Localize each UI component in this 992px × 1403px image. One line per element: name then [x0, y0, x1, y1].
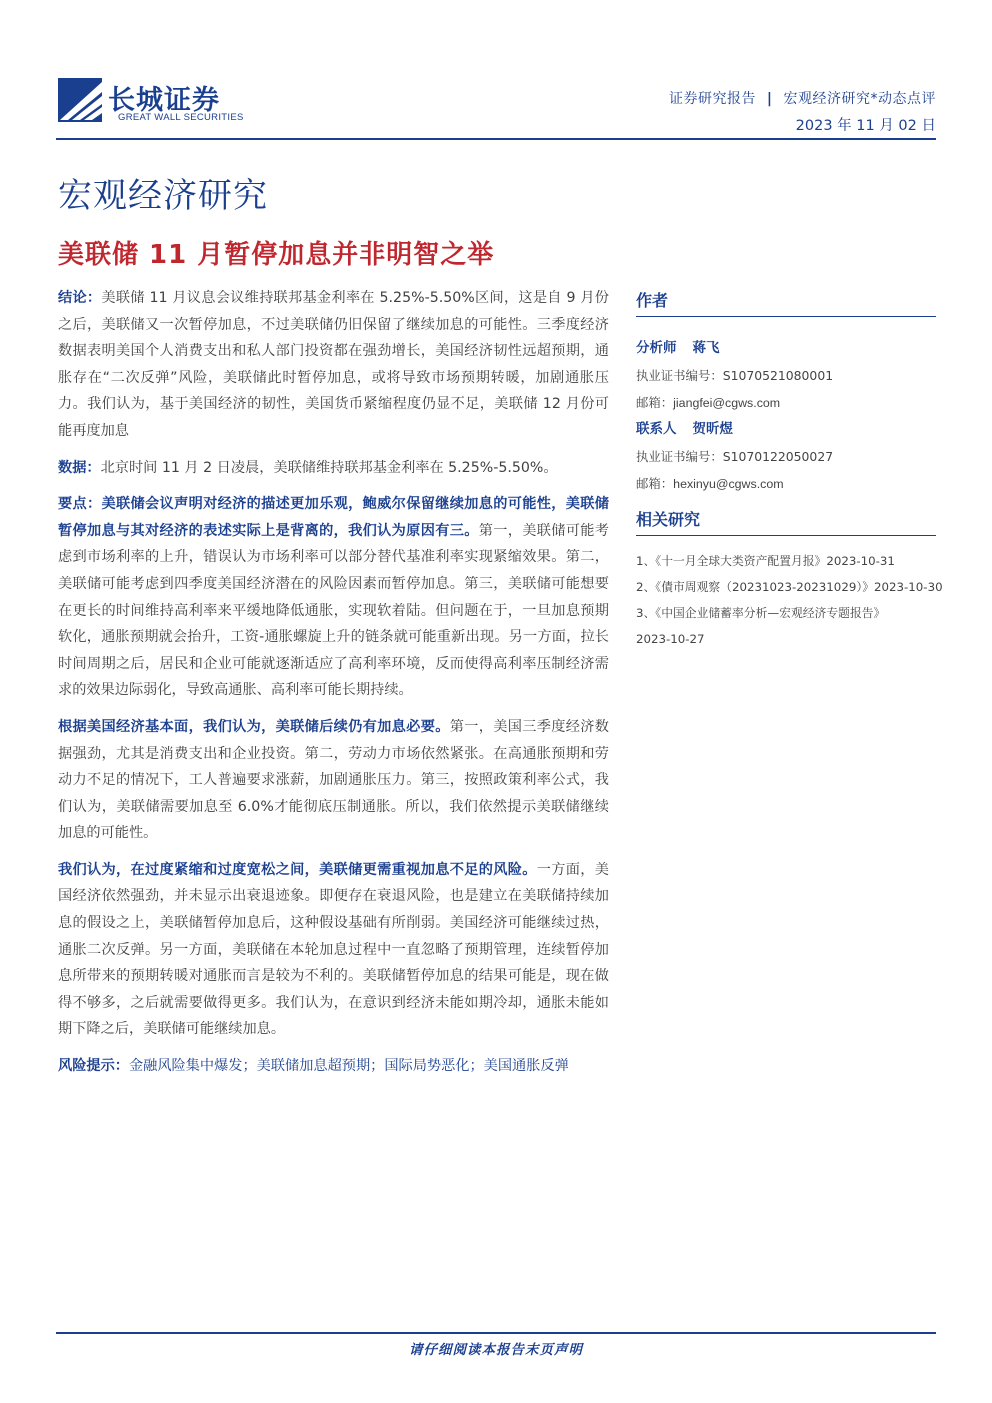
email-label: 邮箱：	[636, 476, 674, 491]
cert-number: S1070122050027	[722, 449, 834, 464]
brand-logo	[58, 76, 258, 126]
cert-label: 执业证书编号：	[636, 449, 723, 464]
report-title: 美联储 11 月暂停加息并非明智之举	[58, 240, 495, 270]
paragraph-key-points	[58, 491, 609, 704]
analyst-email	[636, 389, 936, 416]
paragraph-text: 一方面，美国经济依然强劲，并未显示出衰退迹象。即便存在衰退风险，也是建立在美联储持续加息的假设之上，美联储暂停加息后，这种假设基础有所削弱。美国经济可能继续过热，通胀二次反弹。另一方面，美联储在本轮加息过程中一直忽略了预期管理，连续暂停加息所带来的预期转暖对通胀而言是较为不利的。美联储暂停加息的结果可能是，现在做得不够多，之后就需要做得更多。我们认为，在意识到经济未能如期冷却，通胀未能如期下降之后，美联储可能继续加息。	[58, 861, 609, 1038]
email-link[interactable]: jiangfei@cgws.com	[673, 396, 781, 410]
email-label: 邮箱：	[636, 395, 674, 410]
analyst-name: 蒋飞	[692, 340, 720, 356]
authors-heading: 作者	[636, 288, 936, 317]
related-item[interactable]: 2、《債市周观察（20231023-20231029）》2023-10-30	[636, 580, 943, 594]
paragraph-lead: 数据：	[58, 459, 101, 476]
header-separator: |	[766, 91, 773, 107]
email-link[interactable]: hexinyu@cgws.com	[673, 477, 784, 491]
paragraph-emphasis: 我们认为，在过度紧缩和过度宽松之间，美联储更需重视加息不足的风险。	[58, 861, 537, 878]
analyst-role: 分析师	[636, 340, 677, 356]
paragraph-lead: 结论：	[58, 290, 102, 306]
sidebar	[636, 288, 943, 652]
report-meta	[669, 88, 936, 135]
brand-name-cn: 长城证券	[108, 85, 220, 116]
paragraph-risk-warning	[58, 1053, 609, 1080]
paragraph-emphasis: 根据美国经济基本面，我们认为，美联储后续仍有加息必要。	[58, 718, 450, 735]
paragraph-lead: 风险提示：	[58, 1058, 129, 1075]
cert-number: S1070521080001	[722, 368, 834, 383]
related-item[interactable]: 3、《中国企业储蓄率分析—宏观经济专题报告》	[636, 606, 886, 620]
paragraph-text: 北京时间 11 月 2 日凌晨，美联储维持联邦基金利率在 5.25%-5.50%。	[100, 459, 558, 476]
paragraph-text: 第一，美国三季度经济数据强劲，尤其是消费支出和企业投资。第二，劳动力市场依然紧张。在高通胀预期和劳动力不足的情况下，工人普遍要求涨薪，加剧通胀压力。第三，按照政策利率公式，我们认为，美联储需要加息至 6.0%才能彻底压制通胀。所以，我们依然提示美联储继续加息的可能性。	[58, 718, 609, 842]
authors-list	[636, 317, 936, 497]
paragraph-text: 美联储 11 月议息会议维持联邦基金利率在 5.25%-5.50%区间，这是自 9 月份之后，美联储又一次暂停加息，不过美联储仍旧保留了继续加息的可能性。三季度经济数据表明美国个人消费支出和私人部门投资都在强劲增长，美国经济韧性远超预期，通胀存在“二次反弹”风险，美联储此时暂停加息，或将导致市场预期转暖，加剧通胀压力。我们认为，基于美国经济的韧性，美国货币紧缩程度仍显不足，美联储 12 月份可能再度加息	[58, 290, 609, 439]
section-title: 宏观经济研究	[58, 176, 268, 216]
contact-email	[636, 470, 936, 497]
header-divider	[56, 138, 936, 140]
contact-cert	[636, 443, 936, 470]
analyst-line	[636, 335, 936, 362]
paragraph-data	[58, 455, 609, 482]
report-type-line	[669, 88, 936, 108]
report-date: 2023 年 11 月 02 日	[795, 118, 936, 134]
related-item-date: 2023-10-27	[636, 632, 705, 646]
analyst-cert	[636, 362, 936, 389]
related-list	[636, 536, 943, 652]
paragraph-text: 第一，美联储可能考虑到市场利率的上升，错误认为市场利率可以部分替代基准利率实现紧缩效果。第二，美联储可能考虑到四季度美国经济潜在的风险因素而暂停加息。第三，美联储可能想要在更长的时间维持高利率来平缓地降低通胀，实现软着陆。但问题在于，一旦加息预期软化，通胀预期就会抬升，工资-通胀螺旋上升的链条就可能重新出现。另一方面，拉长时间周期之后，居民和企业可能就逐渐适应了高利率环境，反而使得高利率压制经济需求的效果边际弱化，导致高通胀、高利率可能长期持续。	[58, 522, 609, 699]
paragraph-conclusion	[58, 285, 609, 445]
cert-label: 执业证书编号：	[636, 368, 723, 383]
related-heading: 相关研究	[636, 507, 936, 536]
related-item[interactable]: 1、《十一月全球大类资产配置月报》2023-10-31	[636, 554, 895, 568]
paragraph-text: 金融风险集中爆发；美联储加息超预期；国际局势恶化；美国通胀反弹	[128, 1058, 569, 1075]
paragraph-fundamentals	[58, 714, 609, 847]
great-wall-logo-icon	[58, 76, 104, 124]
paragraph-lead: 要点：	[58, 496, 102, 513]
paragraph-emphasis: 美联储会议声明对经济的描述更加乐观，鲍威尔保留继续加息的可能性，美联储暂停加息与其对经济的表述实际上是背离的，我们认为原因有三。	[58, 496, 609, 539]
contact-line	[636, 416, 936, 443]
footer-divider	[56, 1332, 936, 1334]
footer-disclaimer: 请仔细阅读本报告末页声明	[409, 1342, 583, 1358]
brand-name-en: GREAT WALL SECURITIES	[118, 112, 244, 123]
paragraph-risk-balance	[58, 857, 609, 1043]
contact-name: 贺昕煜	[692, 421, 733, 437]
contact-role: 联系人	[636, 421, 677, 437]
report-body	[58, 285, 609, 1090]
report-type: 证券研究报告	[668, 91, 756, 107]
report-category: 宏观经济研究*动态点评	[783, 91, 936, 107]
